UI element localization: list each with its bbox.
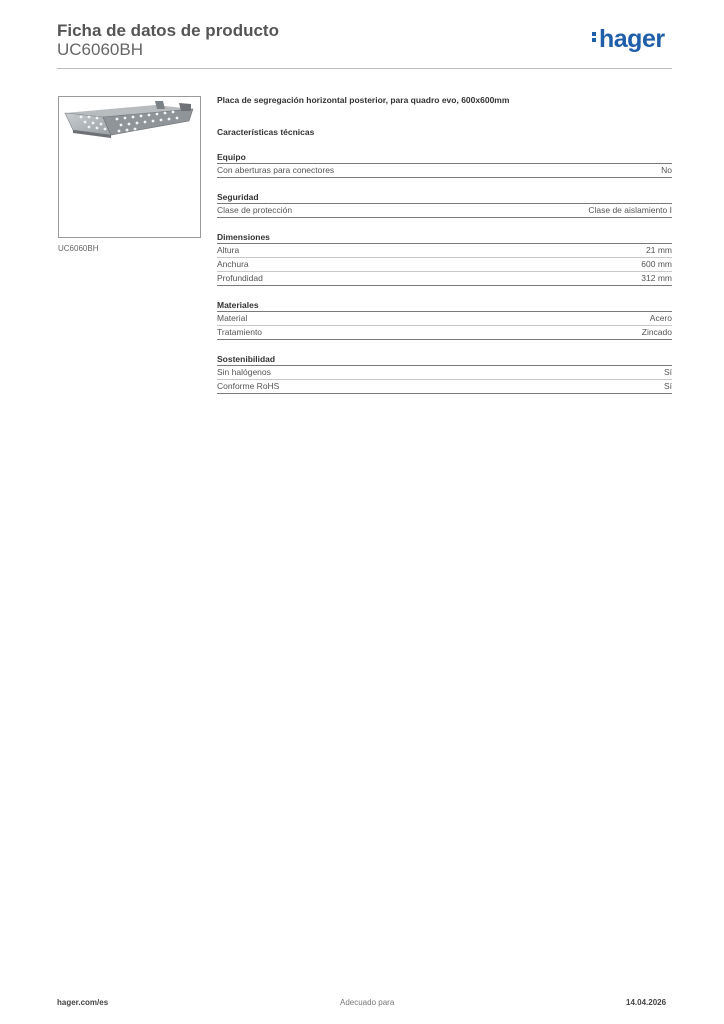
spec-value: Zincado	[641, 327, 672, 337]
technical-characteristics-heading: Características técnicas	[217, 127, 315, 137]
product-image	[58, 96, 201, 238]
footer-center-text: Adecuado para	[340, 998, 395, 1007]
spec-label: Anchura	[217, 259, 249, 269]
specifications-panel	[217, 96, 672, 394]
spec-value: No	[661, 165, 672, 175]
spec-value: Sí	[663, 367, 672, 377]
spec-row	[217, 244, 672, 258]
spec-row	[217, 366, 672, 380]
spec-row	[217, 326, 672, 340]
spec-label: Sin halógenos	[217, 367, 271, 377]
section-materiales	[217, 299, 672, 340]
logo-dots-icon	[592, 30, 597, 44]
product-code: UC6060BH	[57, 40, 143, 59]
segregation-plate-icon	[59, 97, 200, 237]
page-title: Ficha de datos de producto	[57, 21, 279, 40]
spec-value: Acero	[649, 313, 672, 323]
section-title: Dimensiones	[217, 231, 672, 244]
spec-label: Profundidad	[217, 273, 263, 283]
section-title: Materiales	[217, 299, 672, 312]
section-equipo	[217, 151, 672, 178]
spec-value: 21 mm	[646, 245, 672, 255]
spec-label: Tratamiento	[217, 327, 263, 337]
spec-value: 600 mm	[641, 259, 672, 269]
spec-row	[217, 258, 672, 272]
spec-row	[217, 272, 672, 286]
spec-label: Altura	[217, 245, 240, 255]
header-divider	[57, 68, 672, 69]
spec-value: 312 mm	[641, 273, 672, 283]
spec-value: Clase de aislamiento I	[588, 205, 672, 215]
section-seguridad	[217, 191, 672, 218]
spec-label: Material	[217, 313, 248, 323]
section-title: Seguridad	[217, 191, 672, 204]
product-description: Placa de segregación horizontal posterior, para quadro evo, 600x600mm	[217, 95, 510, 105]
footer-website: hager.com/es	[57, 998, 109, 1007]
section-title: Equipo	[217, 151, 672, 164]
spec-row	[217, 380, 672, 394]
spec-label: Con aberturas para conectores	[217, 165, 335, 175]
hager-logo	[592, 27, 665, 52]
spec-row	[217, 164, 672, 178]
section-dimensiones	[217, 231, 672, 286]
section-sostenibilidad	[217, 353, 672, 394]
image-caption: UC6060BH	[58, 244, 99, 253]
logo-text: hager	[599, 25, 665, 53]
spec-value: Sí	[663, 381, 672, 391]
footer-date: 14.04.2026	[626, 998, 667, 1007]
spec-label: Conforme RoHS	[217, 381, 280, 391]
spec-label: Clase de protección	[217, 205, 293, 215]
spec-row	[217, 204, 672, 218]
section-title: Sostenibilidad	[217, 353, 672, 366]
spec-row	[217, 312, 672, 326]
